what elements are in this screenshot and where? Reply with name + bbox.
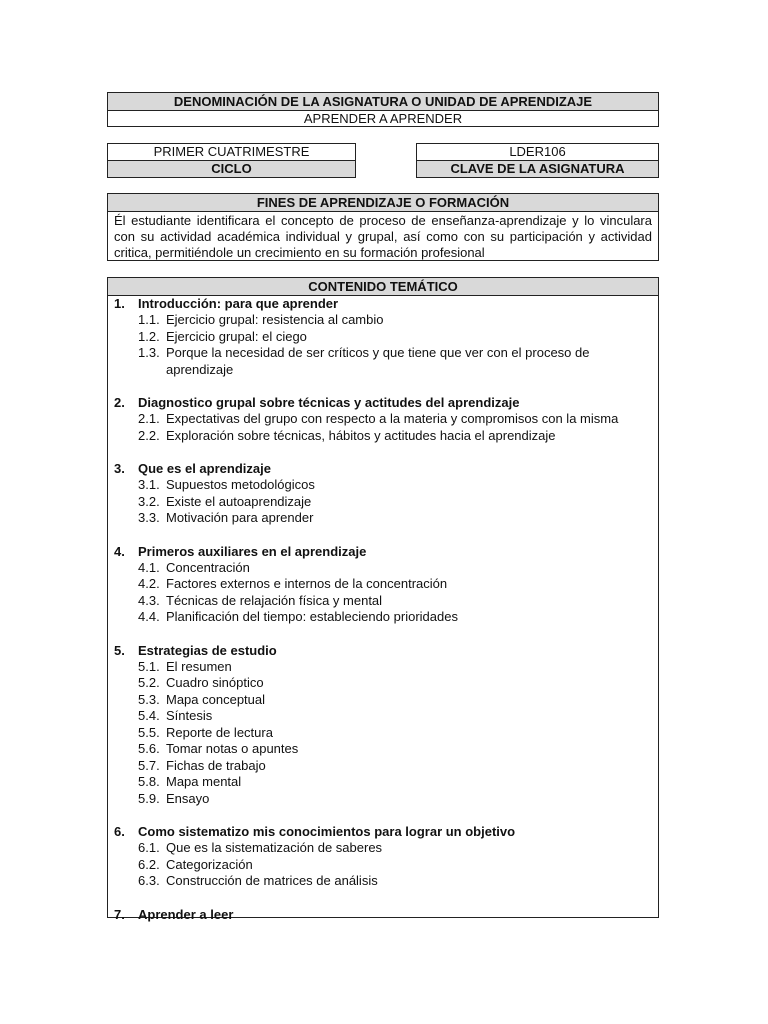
section-number: 5. [114,642,125,658]
item-text: Cuadro sinóptico [166,675,264,690]
contenido-header: CONTENIDO TEMÁTICO [108,278,658,296]
contenido-list [108,296,658,923]
item-number: 3.2. [138,493,160,509]
list-item [114,741,652,758]
item-number: 6.3. [138,873,160,888]
item-number: 3.3. [138,510,160,525]
denominacion-value: APRENDER A APRENDER [303,111,463,126]
item-text: Concentración [166,559,250,575]
item-text: Síntesis [166,708,213,723]
item-number: 4.1. [138,559,160,575]
list-item [114,692,652,709]
fines-table [107,193,659,261]
item-number: 5.2. [138,675,160,690]
item-text: Categorización [166,856,253,872]
list-item [114,609,652,626]
list-item [114,758,652,775]
section-2 [114,395,652,444]
section-title [114,544,652,560]
item-text: Factores externos e internos de la concentración [166,576,448,591]
list-item [114,411,652,428]
item-number: 1.1. [138,312,160,327]
item-number: 2.1. [138,411,160,426]
list-item [114,873,652,890]
item-number: 4.3. [138,592,160,608]
clave-value: LDER106 [509,144,566,159]
item-number: 5.6. [138,741,160,756]
item-number: 2.2. [138,427,160,443]
item-number: 4.2. [138,576,160,591]
section-number: 6. [114,824,125,839]
item-text: Ensayo [166,790,210,806]
ciclo-table [107,143,356,178]
list-item [114,725,652,742]
item-number: 5.4. [138,708,160,723]
item-number: 1.3. [138,345,160,360]
section-5 [114,643,652,808]
fines-header: FINES DE APRENDIZAJE O FORMACIÓN [108,194,658,212]
section-3 [114,461,652,527]
section-title [114,395,652,411]
item-text: Porque la necesidad de ser críticos y que tiene que ver con el proceso de aprendizaje [166,345,590,377]
list-item [114,593,652,610]
item-number: 5.3. [138,691,160,707]
section-title [114,907,652,923]
list-item [114,659,652,676]
list-item [114,774,652,791]
item-text: Exploración sobre técnicas, hábitos y actitudes hacia el aprendizaje [166,427,556,443]
item-number: 6.1. [138,840,160,855]
section-number: 4. [114,543,125,559]
list-item [114,840,652,857]
section-number: 7. [114,906,125,922]
item-text: Tomar notas o apuntes [166,741,299,756]
item-number: 5.7. [138,757,160,773]
list-item [114,510,652,527]
section-number: 3. [114,461,125,476]
item-text: Mapa conceptual [166,691,266,707]
item-text: Existe el autoaprendizaje [166,493,312,509]
ciclo-value: PRIMER CUATRIMESTRE [153,144,310,159]
item-text: Ejercicio grupal: el ciego [166,328,307,344]
section-title-text: Estrategias de estudio [138,642,277,658]
item-text: Expectativas del grupo con respecto a la materia y compromisos con la misma [166,411,619,426]
section-number: 2. [114,395,125,410]
section-title-text: Aprender a leer [138,906,234,922]
list-item [114,494,652,511]
item-text: Construcción de matrices de análisis [166,873,378,888]
item-text: Técnicas de relajación física y mental [166,592,383,608]
section-title-text: Como sistematizo mis conocimientos para lograr un objetivo [138,824,516,839]
contenido-table [107,277,659,922]
list-item [114,675,652,692]
section-6 [114,824,652,890]
item-number: 1.2. [138,328,160,344]
list-item [114,329,652,346]
item-number: 5.8. [138,774,160,789]
item-number: 5.9. [138,790,160,806]
denominacion-table [107,92,659,127]
item-text: Supuestos metodológicos [166,477,315,492]
list-item [114,708,652,725]
list-item [114,345,652,378]
list-item [114,477,652,494]
section-title [114,296,652,312]
item-number: 5.5. [138,724,160,740]
list-item [114,560,652,577]
item-number: 4.4. [138,609,160,624]
section-title-text: Que es el aprendizaje [138,461,271,476]
item-text: Ejercicio grupal: resistencia al cambio [166,312,384,327]
item-number: 5.1. [138,658,160,674]
list-item [114,576,652,593]
item-number: 3.1. [138,477,160,492]
section-title [114,643,652,659]
list-item [114,857,652,874]
item-text: Mapa mental [166,774,242,789]
list-item [114,428,652,445]
fines-text: Él estudiante identificara el concepto de proceso de enseñanza-aprendizaje y lo vinculara con su actividad académica individual y grupal, así como con su participación y actividad critica, permitiéndole un crecimiento en su formación profesional [114,213,652,260]
clave-label: CLAVE DE LA ASIGNATURA [417,160,658,177]
clave-table [416,143,659,178]
item-text: Motivación para aprender [166,510,314,525]
item-text: Planificación del tiempo: estableciendo prioridades [166,609,458,624]
item-text: Reporte de lectura [166,724,273,740]
section-4 [114,544,652,626]
item-text: Que es la sistematización de saberes [166,840,383,855]
item-text: El resumen [166,658,232,674]
section-title-text: Introducción: para que aprender [138,296,339,311]
section-number: 1. [114,296,125,311]
section-1 [114,296,652,378]
list-item [114,791,652,808]
item-number: 6.2. [138,856,160,872]
section-title [114,824,652,840]
section-title-text: Diagnostico grupal sobre técnicas y actitudes del aprendizaje [138,395,520,410]
section-7 [114,907,652,923]
item-text: Fichas de trabajo [166,757,266,773]
section-title-text: Primeros auxiliares en el aprendizaje [138,543,367,559]
list-item [114,312,652,329]
denominacion-header: DENOMINACIÓN DE LA ASIGNATURA O UNIDAD DE APRENDIZAJE [108,93,658,111]
ciclo-label: CICLO [108,160,355,177]
section-title [114,461,652,477]
